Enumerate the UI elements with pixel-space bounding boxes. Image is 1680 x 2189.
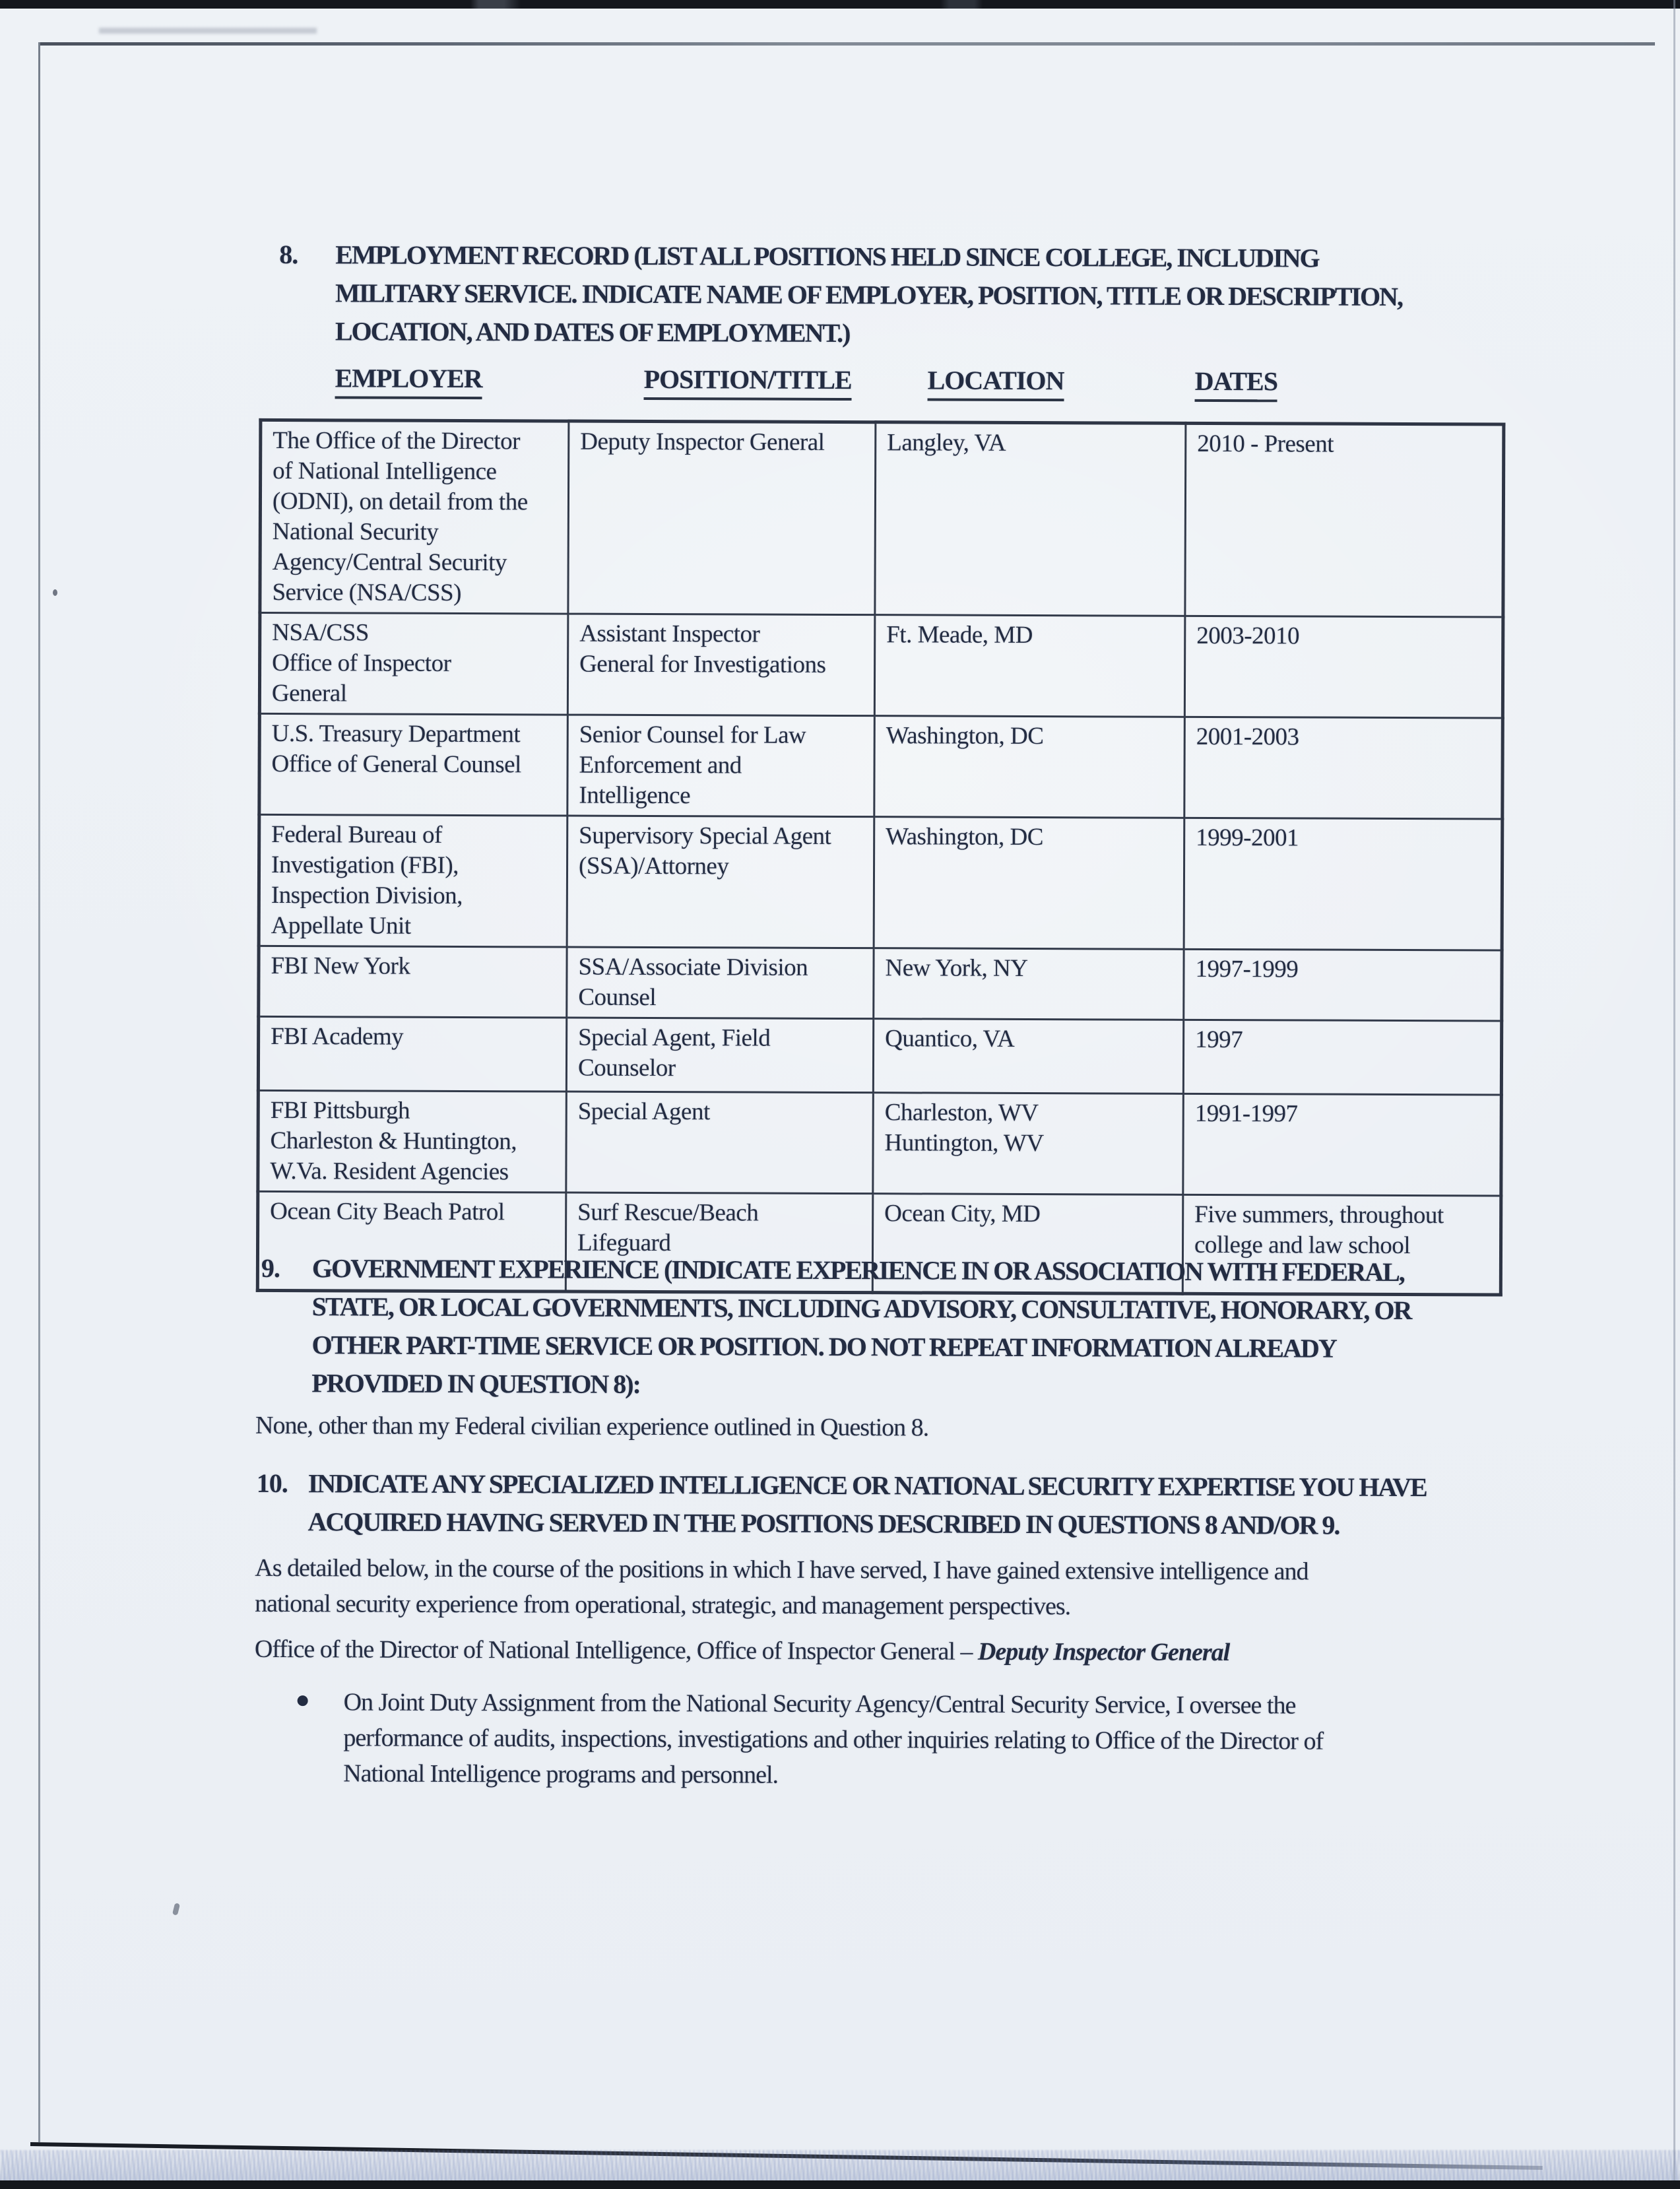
question-10-heading: INDICATE ANY SPECIALIZED INTELLIGENCE OR NATIONAL SECURITY EXPERTISE YOU HAVE ACQUIRED HAVING SERVED IN THE POSITIONS DESCRIBED IN QUESTIONS 8 AND/OR 9. xyxy=(307,1468,1427,1540)
column-header-position-title: POSITION/TITLE xyxy=(644,364,852,401)
cell-employer: FBI New York xyxy=(259,946,567,1018)
cell-location: Washington, DC xyxy=(874,817,1184,950)
cell-position-title: Special Agent, Field Counselor xyxy=(566,1018,873,1093)
cell-dates: 1991-1997 xyxy=(1183,1094,1502,1196)
table-row xyxy=(258,1016,1501,1095)
cell-location: Langley, VA xyxy=(875,422,1186,616)
employment-record-table xyxy=(256,418,1506,1297)
cell-employer: FBI Academy xyxy=(258,1016,566,1092)
odni-section-heading-title: Deputy Inspector General xyxy=(977,1637,1230,1667)
cell-location: Ocean City, MD xyxy=(872,1194,1183,1294)
cell-location: New York, NY xyxy=(874,948,1184,1020)
cell-employer: The Office of the Director of National Intelligence (ODNI), on detail from the National Security Agency/Central Security Service (NSA/CSS) xyxy=(260,420,569,614)
bullet-marker xyxy=(298,1695,308,1706)
bullet-item-joint-duty: On Joint Duty Assignment from the National Security Agency/Central Security Service, I oversee the performance of audits, inspections, investigations and other inquiries relating to Office of the Director of National Intelligence programs and personnel. xyxy=(343,1688,1324,1789)
cell-dates: 2003-2010 xyxy=(1184,616,1503,718)
cell-dates: 2001-2003 xyxy=(1184,717,1503,819)
cell-employer: U.S. Treasury Department Office of General Counsel xyxy=(259,713,568,816)
cell-position-title: Senior Counsel for Law Enforcement and Intelligence xyxy=(567,715,875,817)
table-row xyxy=(259,612,1503,718)
cell-employer: Ocean City Beach Patrol xyxy=(257,1191,566,1291)
odni-section-heading xyxy=(255,1631,1508,1672)
cell-position-title: Special Agent xyxy=(566,1092,874,1194)
cell-dates: 1997 xyxy=(1183,1020,1501,1095)
cell-employer: FBI Pittsburgh Charleston & Huntington, W.Va. Resident Agencies xyxy=(258,1090,567,1193)
table-row xyxy=(259,814,1502,950)
table-row xyxy=(258,1090,1502,1196)
cell-employer: Federal Bureau of Investigation (FBI), Inspection Division, Appellate Unit xyxy=(259,814,567,947)
cell-employer: NSA/CSS Office of Inspector General xyxy=(259,612,568,715)
cell-location: Washington, DC xyxy=(874,716,1185,818)
question-9-heading: GOVERNMENT EXPERIENCE (INDICATE EXPERIENCE IN OR ASSOCIATION WITH FEDERAL, STATE, OR LOCAL GOVERNMENTS, INCLUDING ADVISORY, CONSULTATIVE, HONORARY, OR OTHER PART-TIME SERVICE OR POSITION. DO NOT REPEAT INFORMATION ALREADY PROVIDED IN QUESTION 8): xyxy=(311,1253,1411,1399)
cell-position-title: SSA/Associate Division Counsel xyxy=(567,947,874,1019)
question-9-answer: None, other than my Federal civilian experience outlined in Question 8. xyxy=(255,1411,929,1442)
column-header-location: LOCATION xyxy=(928,364,1064,401)
cell-dates: Five summers, throughout college and law school xyxy=(1182,1194,1501,1295)
cell-dates: 1999-2001 xyxy=(1184,818,1502,950)
cell-dates: 1997-1999 xyxy=(1184,949,1502,1021)
question-10-answer-paragraph: As detailed below, in the course of the positions in which I have served, I have gained extensive intelligence and national security experience from operational, strategic, and management perspectives. xyxy=(255,1553,1308,1621)
odni-section-heading-prefix: Office of the Director of National Intelligence, Office of Inspector General – xyxy=(254,1635,979,1666)
cell-location: Quantico, VA xyxy=(873,1019,1183,1094)
cell-position-title: Assistant Inspector General for Investigations xyxy=(567,614,875,716)
table-row xyxy=(259,713,1503,819)
column-header-dates: DATES xyxy=(1195,366,1278,402)
cell-location: Charleston, WV Huntington, WV xyxy=(873,1093,1184,1195)
table-row xyxy=(260,420,1504,617)
cell-position-title: Surf Rescue/Beach Lifeguard xyxy=(565,1193,873,1293)
column-header-employer: EMPLOYER xyxy=(335,362,482,399)
cell-position-title: Supervisory Special Agent (SSA)/Attorney xyxy=(567,816,874,948)
question-9-number: 9. xyxy=(261,1253,280,1284)
question-8-heading: EMPLOYMENT RECORD (LIST ALL POSITIONS HELD SINCE COLLEGE, INCLUDING MILITARY SERVICE. INDICATE NAME OF EMPLOYER, POSITION, TITLE OR DESCRIPTION, LOCATION, AND DATES OF EMPLOYMENT.) xyxy=(335,240,1403,348)
employment-table-body xyxy=(257,420,1504,1295)
cell-location: Ft. Meade, MD xyxy=(874,615,1185,717)
cell-dates: 2010 - Present xyxy=(1185,423,1504,617)
question-8-number: 8. xyxy=(279,240,298,270)
table-row xyxy=(259,946,1502,1021)
question-10-number: 10. xyxy=(256,1468,288,1499)
cell-position-title: Deputy Inspector General xyxy=(568,421,876,615)
